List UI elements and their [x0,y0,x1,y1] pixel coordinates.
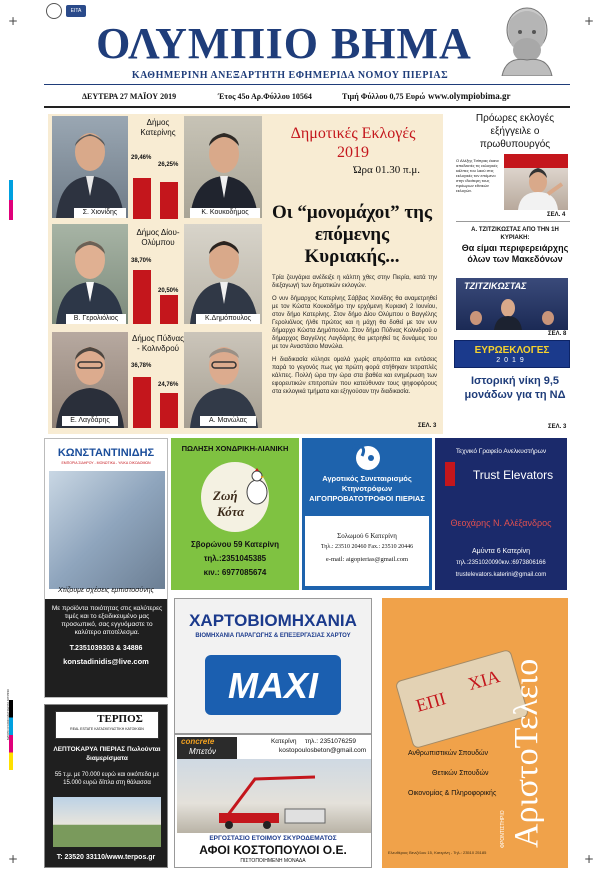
story-title: Ιστορική νίκη 9,5 μονάδων για τη ΝΔ [464,375,566,401]
ad-text: Με προϊόντα ποιότητας στις καλύτερες τιμές και το εξειδικευμένο μας προσωπικό, σας εγγυόμαστε το καλύτερο αποτέλεσμα. [51,605,163,636]
registration-mark: + [8,14,19,28]
ad-brand: Trust Elevators [472,468,554,482]
ad-header: Τεχνικό Γραφείο Ανελκυστήρων [455,448,547,455]
banner-sign: ΤΖΙΤΖΙΚΩΣΤΑΣ [464,281,527,291]
ad-photo [53,797,161,847]
candidate-name: Ε. Λαγδάρης [62,416,118,426]
seal-icon [46,3,62,19]
ad-phones: Τηλ.: 23510 20460 Fax.: 23510 20446 [320,544,414,550]
candidate-photo [52,332,128,428]
municipality-label: Δήμος Δίου-Ολύμπου [136,228,180,247]
ad-phone: Τ.2351039303 & 34886 [69,645,143,652]
ad-brand: ΚΩΝΣΤΑΝΤΙΝΙΔΗΣ [57,447,155,459]
ad-xia: ΧΙΑ [465,665,502,695]
municipality-label: Δήμος Κατερίνης [140,118,176,137]
ad-konstantinidis[interactable] [44,438,168,698]
ad-aigoprovatotrofoi[interactable] [302,438,432,590]
ad-company-sub: ΠΙΣΤΟΠΟΙΗΜΕΝΗ ΜΟΝΑΔΑ [240,858,306,864]
article-paragraph: Ο νυν δήμαρχος Κατερίνης Σάββας Χιονίδης θα αναμετρηθεί με τον Κώστα Κουκοδήμο την ερχόμενη Κυριακή 2 Ιουνίου, στον δήμο Κατερίνης. Στον δήμο Δίου Ολύμπου ο Βαγγέλης Γερολιόλιος ήλθε πρώτος και η μάχη θα δοθεί με τον νυν δήμαρχο Κώστα Δημόπουλο. Στον δήμο Πύδνας Κολινδρού ο δήμαρχος Βαγγέλης Λαγδάρης θα μετρηθεί τις δυνάμεις του με τον Αναστάσιο Μανώλα. [272,296,437,350]
ad-epi: ΕΠΙ [413,688,449,716]
candidate-name: Β. Γερολιόλιος [66,314,126,324]
story-title: Θα είμαι περιφερειάρχης όλων των Μακεδόνων [461,243,569,264]
article-paragraph: Τρία ζευγάρια ανέδειξε η κάλπη χθες στην Πιερία, κατά την διεξαγωγή των δημοτικών εκλογών. [272,275,437,289]
article-paragraph: Η διαδικασία κύλησε ομαλά χωρίς απρόοπτα και εντάσεις παρά το γεγονός πως για πρώτη φορά στήθηκαν τετραπλές κάλπες. Πολλή ώρα την ώρα στα βαθέα και ενημέρωση των εφορευτικών επιτροπών που κατεύθυναν τους ψηφοφόρους στα εκλογικά τμήματα και εξηγούσαν την διαδικασία. [272,357,437,395]
eita-badge: ΕΙΤΑ [66,5,86,17]
ad-header: ΠΩΛΗΣΗ ΧΟΝΔΡΙΚΗ-ΛΙΑΝΙΚΗ [181,444,289,453]
candidate-name: Σ. Χιονίδης [74,208,126,218]
candidate-photo [52,116,128,218]
statue-bust-icon [496,6,558,76]
story-photo [456,278,568,330]
ad-kostopoulos-beton[interactable] [174,734,372,868]
divider [456,221,570,222]
page-ref: ΣΕΛ. 8 [548,331,567,337]
ad-brand: MAXI [228,665,318,706]
ad-logo: Μπετόν [189,747,216,756]
page-ref: ΣΕΛ. 3 [418,423,437,429]
euro-banner [454,340,570,368]
ad-brand: Κότα [217,504,245,519]
candidate-name: Κ. Κουκοδήμος [190,208,260,218]
ad-mobile: κιν.: 6977085674 [203,568,267,577]
ad-city: Κατερίνη [271,738,297,745]
banner-year: 2019 [496,357,528,364]
ad-terpos[interactable] [44,704,168,868]
crane-truck-icon [215,769,335,829]
divider [44,84,570,85]
page-ref: ΣΕΛ. 3 [548,424,567,430]
vote-percent: 29,46% [131,155,152,161]
ad-title: Αγροτικός Συνεταιρισμός Κτηνοτρόφων ΑΙΓΟΠΡΟΒΑΤΟΤΡΟΦΟΙ ΠΙΕΡΙΑΣ [309,474,425,503]
ad-owner: Θεοχάρης Ν. Αλέξανδρος [450,518,552,528]
banner-title: ΕΥΡΩΕΚΛΟΓΕΣ [474,345,550,356]
ad-tagline: ΕΜΠΟΡΙΑ ΣΙΔΗΡΟΥ - ΜΟΝΩΤΙΚΑ - ΥΛΙΚΑ ΟΙΚΟΔΟΜΩΝ [61,461,151,465]
vote-bar [133,270,151,324]
ad-zoi-kota[interactable] [171,438,299,590]
candidate-photo [52,224,128,324]
chicken-icon [243,468,271,508]
vote-percent: 38,70% [131,258,152,264]
ad-sub: REAL ESTATE ΚΑΤΑΣΚΕΥΑΣΤΙΚΗ ΚΑΤΟΙΚΙΩΝ [70,727,144,731]
side-color-strip [9,180,13,220]
ad-email: e-mail: aigopierias@gmail.com [325,556,409,563]
vote-bar [160,295,178,324]
vote-percent: 26,25% [158,162,179,168]
info-bar [44,91,570,105]
municipality-label: Δήμος Πύδνας - Κολινδρού [131,334,184,353]
ad-course: Οικονομίας & Πληροφορικής [408,790,497,797]
ad-photo [49,471,165,589]
story-title: Πρόωρες εκλογές εξήγγειλε ο πρωθυπουργός [475,113,555,150]
ad-phones: τηλ.:2351020090κιν.:6973806166 [456,560,546,566]
registration-mark: + [8,852,19,866]
ad-text: 55 τ.μ. με 70.000 ευρώ και οικόπεδα με 15.000 ευρώ δίπλα στη θάλασσα [54,772,160,786]
election-article [272,274,437,401]
vote-bar [133,377,151,428]
ad-headline: ΛΕΠΤΟΚΑΡΥΑ ΠΙΕΡΙΑΣ Πωλούνται διαμερίσματα [53,746,161,762]
vote-percent: 24,76% [158,382,179,388]
ad-brand: ΑριστοΤελειο [508,658,545,848]
side-text: ΜΑΥΡΟ ΚΥΑΝΟ ΜΑΤΖΕΝΤΑ ΚΙΤΡΙΝΟ [6,689,10,740]
story-photo [504,154,568,210]
ad-address: Σολωμού 6 Κατερίνη [337,532,397,540]
website: www.olympiobima.gr [428,91,511,101]
ad-title: ΧΑΡΤΟΒΙΟΜΗΧΑΝΙΑ [189,611,357,630]
vote-bar [160,182,178,219]
candidate-photo [184,224,262,324]
issue-price: Τιμή Φύλλου 0,75 Ευρώ [342,92,426,101]
ad-phone: τηλ.:2351045385 [203,554,267,563]
ad-company: ΑΦΟΙ ΚΟΣΤΟΠΟΥΛΟΙ Ο.Ε. [199,843,347,857]
masthead-subtitle: ΚΑΘΗΜΕΡΙΝΗ ΑΝΕΞΑΡΤΗΤΗ ΕΦΗΜΕΡΙΔΑ ΝΟΜΟΥ ΠΙΕΡΙΑΣ [131,70,449,81]
ad-maxi[interactable] [174,598,372,734]
ad-caption: ΕΡΓΟΣΤΑΣΙΟ ΕΤΟΙΜΟΥ ΣΚΥΡΟΔΕΜΑΤΟΣ [209,835,337,842]
ad-footer: Τ: 23520 33110/www.terpos.gr [56,854,156,861]
story-kicker: Α. ΤΖΙΤΖΙΚΩΣΤΑΣ ΑΠΟ ΤΗΝ 1Η ΚΥΡΙΑΚΗ: [471,227,559,241]
ad-phone: τηλ.: 2351076259 [305,738,357,745]
ad-trust-elevators[interactable] [435,438,567,590]
vote-bar [133,178,151,219]
ad-logo: concrete [181,737,215,746]
candidate-photo [184,116,262,218]
divider [44,106,570,108]
ad-sub: ΒΙΟΜΗΧΑΝΙΑ ΠΑΡΑΓΩΓΗΣ & ΕΠΕΞΕΡΓΑΣΙΑΣ ΧΑΡΤΟΥ [195,633,351,639]
vote-percent: 20,50% [158,288,179,294]
ad-address: Σβορώνου 59 Κατερίνη [191,540,279,549]
ad-white-panel [305,516,429,586]
candidate-name: Κ.Δημόπουλος [196,314,260,324]
issue-date: ΔΕΥΤΕΡΑ 27 ΜΑΪΟΥ 2019 [82,92,177,101]
vote-bar [160,393,178,428]
ad-brand: ΤΕΡΠΟΣ [97,713,143,725]
ad-email: konstadinidis@live.com [63,657,149,666]
vote-percent: 36,78% [131,363,152,369]
ad-address: Αμύντα 6 Κατερίνη [472,548,530,555]
ram-logo-icon [346,442,390,472]
registration-mark: + [584,852,595,866]
ad-vertical-label: ΦΡΟΝΤΙΣΤΗΡΙΟ [500,810,506,848]
issue-number: Έτος 45ο Αρ.Φύλλου 10564 [218,92,312,101]
masthead-title: ΟΛΥΜΠΙΟ ΒΗΜΑ [96,19,472,68]
ad-slogan: Χτίζουμε σχέσεις εμπιστοσύνης [58,587,154,594]
candidate-name: Α. Μανώλας [200,416,256,426]
page-ref: ΣΕΛ. 4 [547,212,566,218]
ad-email: trustelevators.katerini@gmail.com [455,572,547,578]
ad-course: Ανθρωπιστικών Σπουδών [408,750,488,757]
ad-aristoteleio[interactable] [382,598,568,868]
election-title: Δημοτικές Εκλογές 2019 [290,125,416,161]
election-time: Ώρα 01.30 π.μ. [353,164,420,176]
ad-brand: Ζωή [213,488,238,503]
ad-address: Ελευθέριος Βενιζέλου 15, Κατερίνη - Τηλ.: 23510 25185 [388,850,487,855]
ad-email: kostopoulosbeton@gmail.com [279,747,367,754]
election-headline: Οι “μονομάχοι” της επόμενης Κυριακής... [272,202,432,267]
story-text: Ο Αλέξης Τσίπρας έκανε αποδεκτές τις εκλογικές κάλπες του λαού στις εκλογικές τον επόμενο στην ιδιαίτερη τους πρόωρων εθνικών εκλογών. [456,158,500,193]
registration-mark: + [584,14,595,28]
candidate-photo [184,332,262,428]
ad-course: Θετικών Σπουδών [432,770,489,777]
